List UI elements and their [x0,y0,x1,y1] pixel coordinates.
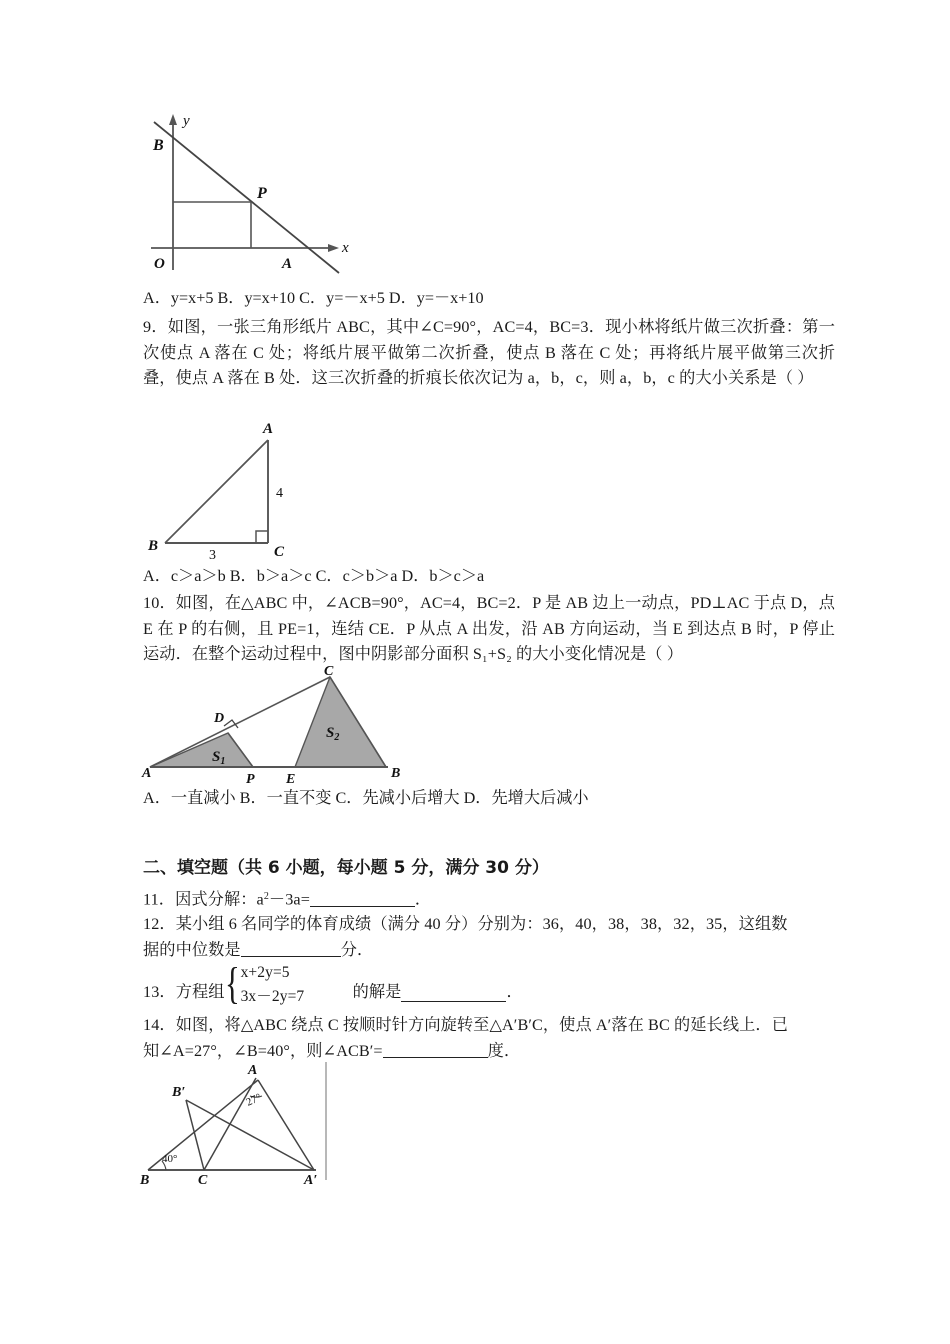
q13-brace: { [224,959,240,1008]
q10-shade-s2 [295,677,386,767]
q14-angle-b-label: 40° [162,1153,178,1165]
q11-answer-blank[interactable] [310,890,415,907]
q14-figure [136,1062,336,1187]
q14-block-line1 [143,1013,835,1039]
q14-vertex-b-prime: B′ [172,1085,186,1100]
q9-block [143,315,835,392]
q11-expression-base: a [256,890,264,909]
q14-number: 14． [143,1016,176,1034]
q12-answer-blank[interactable] [241,940,341,957]
q14-vertex-c: C [198,1173,208,1187]
q13-equation-system [224,959,353,1009]
q11-expression-exponent: 2 [263,891,269,902]
q9-figure [140,415,340,560]
q9-triangle-svg [140,415,340,560]
q12-line2-post: 分． [340,941,374,959]
q14-vertex-a: A [248,1063,258,1078]
q14-rotation-svg [136,1062,336,1187]
q8-options: A．y=x+5 B．y=x+10 C．y=－x+5 D．y=－x+10 [143,289,484,307]
q10-shaded-svg [140,665,430,785]
q8-point-p: P [257,185,267,202]
q14-vertex-a-prime: A′ [304,1173,318,1187]
q11-expression-rest: －3a= [268,890,310,909]
q11-number: 11． [143,890,176,909]
q11-period: ． [414,890,432,909]
q13-after-text: 的解是 [352,983,402,1002]
q13-block [143,959,835,1015]
q10-options: A．一直减小 B．一直不变 C．先减小后增大 D．先增大后减小 [143,789,589,807]
section-2-heading-detail: （共 6 小题，每小题 5 分，满分 30 分） [228,858,549,878]
q10-point-e: E [286,772,296,785]
q8-graph-svg [143,100,403,280]
q8-figure [143,100,403,280]
q10-number: 10． [143,594,176,612]
q11-label: 因式分解： [175,890,257,909]
q13-period: ． [506,983,523,1002]
q14-line2-pre: 知∠A=27°，∠B=40°，则∠ACB′= [143,1042,383,1060]
q14-block-line2 [143,1039,835,1065]
q10-figure [140,665,430,785]
q9-vertex-b: B [148,538,159,554]
q10-shade-s1 [150,733,253,767]
q8-axis-label-y: y [183,113,190,129]
q9-body: 如图，一张三角形纸片 ABC，其中∠C=90°，AC=4，BC=3．现小林将纸片做三次折叠：第一次使点 A 落在 C 处；将纸片展平做第二次折叠，使点 B 落在 C 处；再将纸片展平做第三次折叠，使点 A 落在 B 处．这三次折叠的折痕长依次记为 a，b，c，则 a，b，c 的大小关系是（ ） [143,318,835,387]
q8-point-a: A [282,256,293,272]
q10-block [143,591,835,668]
q13-equation-2: 3x－2y=7 [240,988,305,1005]
q10-point-p: P [246,772,255,785]
q9-options: A．c＞a＞b B．b＞a＞c C．c＞b＞a D．b＞c＞a [143,567,485,585]
q12-line2-pre: 据的中位数是 [143,941,241,959]
q10-shade-label-s2: $S_2$ [326,725,340,743]
q10-body: 如图，在△ABC 中，∠ACB=90°，AC=4，BC=2．P 是 AB 边上一动点，PD⊥AC 于点 D，点 E 在 P 的右侧，且 PE=1，连结 CE．P 从点 A 出发，沿 AB 方向运动，当 E 到达点 B 时，P 停止运动．在整个运动过程中，图中阴影部分面积 S₁+S₂ 的大小变化情况是（ ） [143,594,835,663]
q13-label: 方程组 [175,983,225,1002]
q12-number: 12． [143,915,176,933]
q9-number: 9． [143,318,168,336]
q9-side-label-bc: 3 [209,548,216,560]
q13-answer-blank[interactable] [401,984,506,1001]
q10-shade-label-s1: $S_1$ [212,749,226,767]
q14-answer-blank[interactable] [383,1041,488,1058]
q14-line1: 如图，将△ABC 绕点 C 按顺时针方向旋转至△A′B′C，使点 A′落在 BC 的延长线上．已 [175,1016,788,1034]
q9-side-label-ac: 4 [276,486,283,501]
q10-vertex-b: B [391,766,401,781]
q10-vertex-a: A [142,766,152,781]
q10-vertex-c: C [324,665,334,679]
q9-vertex-a: A [263,421,274,437]
q14-vertex-b: B [140,1173,150,1187]
q8-origin-o: O [154,256,165,272]
section-2-heading-prefix: 二、填空题 [143,858,228,878]
q8-axis-label-x: x [342,240,349,256]
q13-equation-1: x+2y=5 [240,964,290,981]
section-2-heading [143,855,835,881]
q12-block-line1 [143,912,835,938]
q11-block [143,884,835,913]
q9-vertex-c: C [274,544,285,560]
q10-vertex-d: D [214,711,225,726]
q8-point-b: B [153,137,164,154]
q13-number: 13． [143,983,176,1002]
q12-line1: 某小组 6 名同学的体育成绩（满分 40 分）分别为：36，40，38，38，32，35，这组数 [175,915,788,933]
q14-angle-a-label: 27° [244,1091,264,1109]
q14-line2-post: 度． [487,1042,521,1060]
